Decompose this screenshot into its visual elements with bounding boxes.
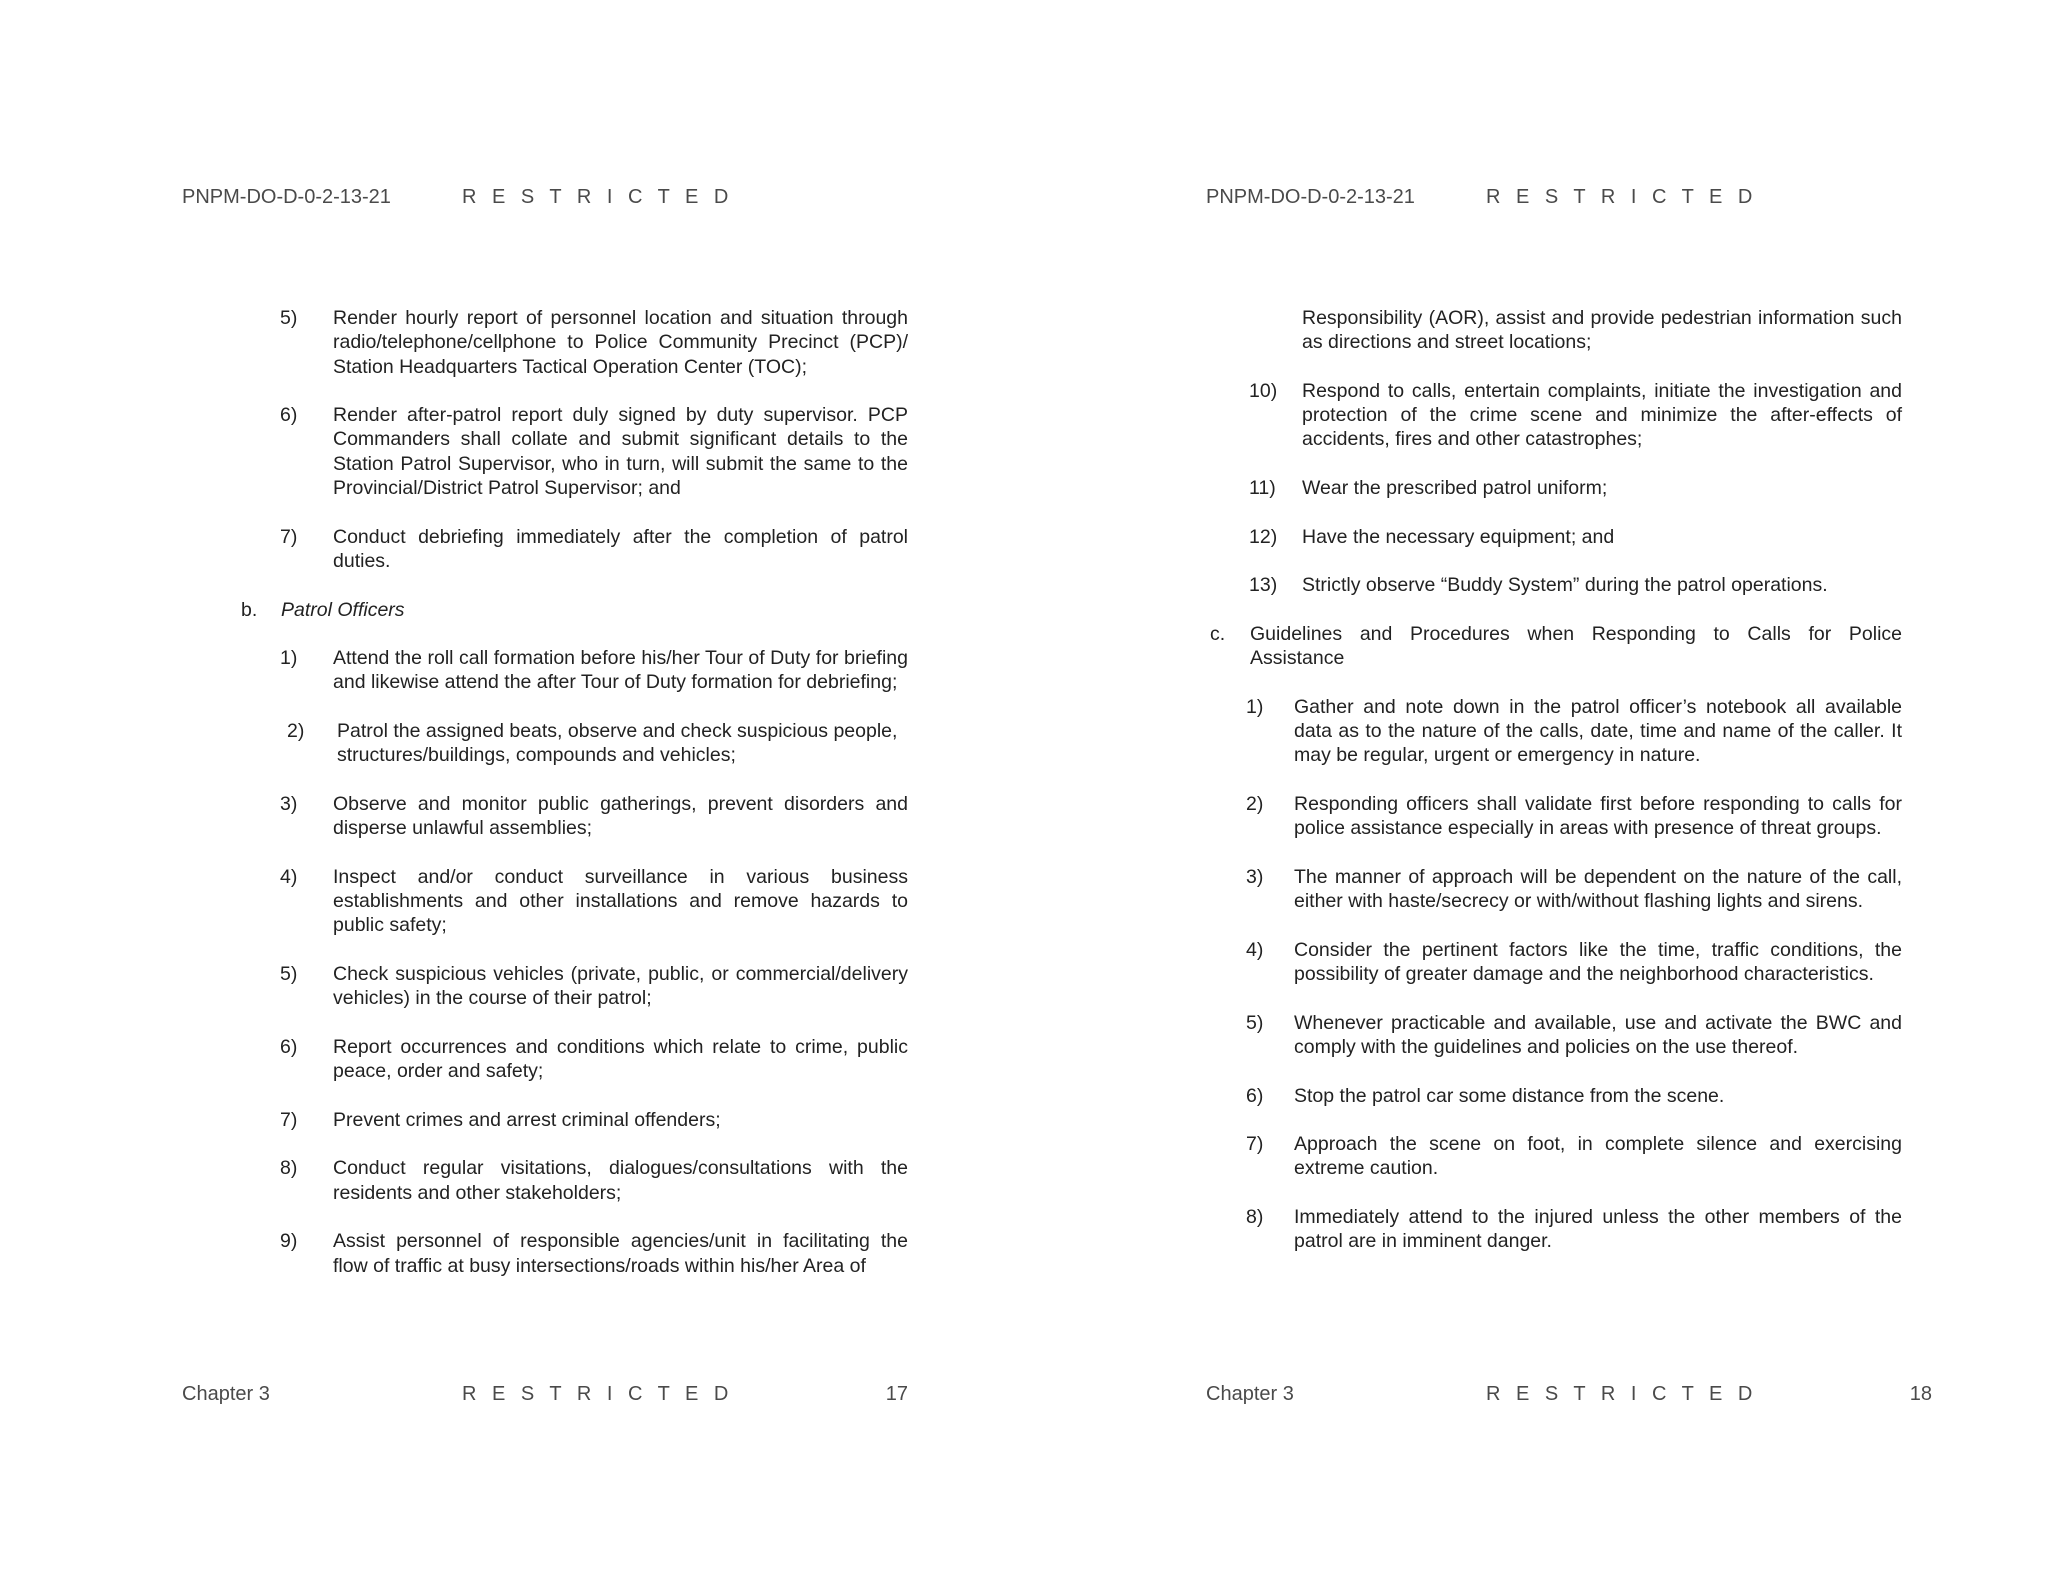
item-text: Responding officers shall validate first before responding to calls for police assistance especially in areas with presence of threat groups. <box>1294 792 1902 840</box>
item-text: Observe and monitor public gatherings, prevent disorders and disperse unlawful assemblies; <box>333 792 908 840</box>
header-classification: R E S T R I C T E D <box>462 186 734 208</box>
item-number: 6) <box>1246 1084 1264 1107</box>
item-number: 4) <box>1246 938 1264 961</box>
list-item <box>1246 1132 1902 1181</box>
list-item <box>1249 476 1902 500</box>
item-number: 7) <box>1246 1133 1264 1156</box>
list-item <box>280 865 908 938</box>
section-heading <box>1210 622 1902 671</box>
section-letter: c. <box>1210 622 1226 645</box>
list-item <box>280 1035 908 1084</box>
item-number: 9) <box>280 1230 298 1253</box>
document-code: PNPM-DO-D-0-2-13-21 <box>1206 186 1415 208</box>
list-item <box>280 525 908 574</box>
list-item <box>1249 525 1902 549</box>
footer-classification: R E S T R I C T E D <box>462 1383 734 1405</box>
item-number: 3) <box>280 792 298 815</box>
item-text: Render hourly report of personnel location and situation through radio/telephone/cellphone to Police Community Precinct (PCP)/ Station Headquarters Tactical Operation Center (TOC); <box>333 307 908 378</box>
list-item <box>280 306 908 379</box>
item-text: Approach the scene on foot, in complete silence and exercising extreme caution. <box>1294 1133 1902 1180</box>
page-number: 18 <box>1909 1383 1932 1405</box>
item-number: 5) <box>280 307 298 329</box>
list-item <box>287 719 908 768</box>
page-number: 17 <box>885 1383 908 1405</box>
page-body <box>0 306 1024 1302</box>
item-text: Gather and note down in the patrol officer’s notebook all available data as to the nature of the calls, date, time and name of the caller. It may be regular, urgent or emergency in nature. <box>1294 695 1902 767</box>
item-number: 8) <box>1246 1205 1264 1228</box>
list-item <box>1246 695 1902 768</box>
page-18 <box>1024 0 2048 1582</box>
item-text: Report occurrences and conditions which relate to crime, public peace, order and safety; <box>333 1035 908 1083</box>
item-text: The manner of approach will be dependent on the nature of the call, either with haste/secrecy or with/without flashing lights and sirens. <box>1294 865 1902 913</box>
section-title: Patrol Officers <box>281 598 405 621</box>
item-number: 2) <box>287 720 305 743</box>
list-item <box>280 792 908 841</box>
item-number: 7) <box>280 1108 298 1131</box>
item-text: Patrol the assigned beats, observe and check suspicious people, structures/buildings, compounds and vehicles; <box>337 720 898 767</box>
footer-classification: R E S T R I C T E D <box>1486 1383 1758 1405</box>
item-text: Inspect and/or conduct surveillance in various business establishments and other installations and remove hazards to public safety; <box>333 865 908 937</box>
item-text: Respond to calls, entertain complaints, initiate the investigation and protection of the crime scene and minimize the after-effects of accidents, fires and other catastrophes; <box>1302 379 1902 451</box>
item-text: Strictly observe “Buddy System” during the patrol operations. <box>1302 574 1828 597</box>
list-item <box>1246 865 1902 914</box>
item-number: 3) <box>1246 865 1264 888</box>
item-number: 4) <box>280 865 298 888</box>
list-item <box>280 1156 908 1205</box>
list-item <box>1246 1084 1902 1108</box>
item-text: Stop the patrol car some distance from the scene. <box>1294 1084 1725 1107</box>
item-text: Assist personnel of responsible agencies/unit in facilitating the flow of traffic at busy intersections/roads within his/her Area of <box>333 1230 908 1277</box>
list-item <box>1249 379 1902 452</box>
section-letter: b. <box>241 598 258 621</box>
item-text: Responsibility (AOR), assist and provide pedestrian information such as directions and street locations; <box>1302 307 1902 354</box>
item-number: 11) <box>1249 477 1276 500</box>
item-text: Immediately attend to the injured unless the other members of the patrol are in imminent danger. <box>1294 1205 1902 1253</box>
item-text: Have the necessary equipment; and <box>1302 525 1615 548</box>
item-number: 10) <box>1249 379 1278 402</box>
section-title: Guidelines and Procedures when Responding to Calls for Police Assistance <box>1250 622 1902 670</box>
item-number: 13) <box>1249 574 1278 597</box>
item-text: Whenever practicable and available, use and activate the BWC and comply with the guidelines and policies on the use thereof. <box>1294 1011 1902 1058</box>
list-item <box>280 1229 908 1278</box>
item-text: Conduct regular visitations, dialogues/consultations with the residents and other stakeholders; <box>333 1157 908 1204</box>
item-number: 6) <box>280 404 298 427</box>
list-item <box>1249 573 1902 597</box>
item-number: 6) <box>280 1035 298 1058</box>
document-code: PNPM-DO-D-0-2-13-21 <box>182 186 391 208</box>
item-text: Render after-patrol report duly signed by duty supervisor. PCP Commanders shall collate and submit significant details to the Station Patrol Supervisor, who in turn, will submit the same to the Provincial/District Patrol Supervisor; and <box>333 404 908 500</box>
list-item <box>1246 938 1902 987</box>
list-item <box>1246 1011 1902 1060</box>
item-number: 1) <box>1246 695 1264 718</box>
list-item <box>280 1108 908 1132</box>
continued-text <box>1302 306 1902 355</box>
item-text: Attend the roll call formation before his/her Tour of Duty for briefing and likewise attend the after Tour of Duty formation for debriefing; <box>333 647 908 694</box>
item-number: 1) <box>280 647 298 670</box>
section-heading <box>241 598 908 622</box>
header-classification: R E S T R I C T E D <box>1486 186 1758 208</box>
footer-chapter: Chapter 3 <box>182 1383 270 1405</box>
list-item <box>280 962 908 1011</box>
page-body <box>1024 306 2048 1278</box>
list-item <box>1246 1205 1902 1254</box>
item-text: Prevent crimes and arrest criminal offenders; <box>333 1108 721 1131</box>
item-text: Check suspicious vehicles (private, public, or commercial/delivery vehicles) in the course of their patrol; <box>333 963 908 1010</box>
item-number: 7) <box>280 525 298 548</box>
item-number: 8) <box>280 1157 298 1180</box>
list-item <box>1246 792 1902 841</box>
list-item <box>280 403 908 500</box>
item-text: Conduct debriefing immediately after the completion of patrol duties. <box>333 525 908 572</box>
list-item <box>280 646 908 695</box>
item-number: 2) <box>1246 792 1264 815</box>
item-text: Consider the pertinent factors like the time, traffic conditions, the possibility of greater damage and the neighborhood characteristics. <box>1294 938 1902 986</box>
item-number: 5) <box>280 963 298 986</box>
item-text: Wear the prescribed patrol uniform; <box>1302 477 1608 500</box>
footer-chapter: Chapter 3 <box>1206 1383 1294 1405</box>
item-number: 12) <box>1249 525 1278 548</box>
item-number: 5) <box>1246 1011 1264 1034</box>
